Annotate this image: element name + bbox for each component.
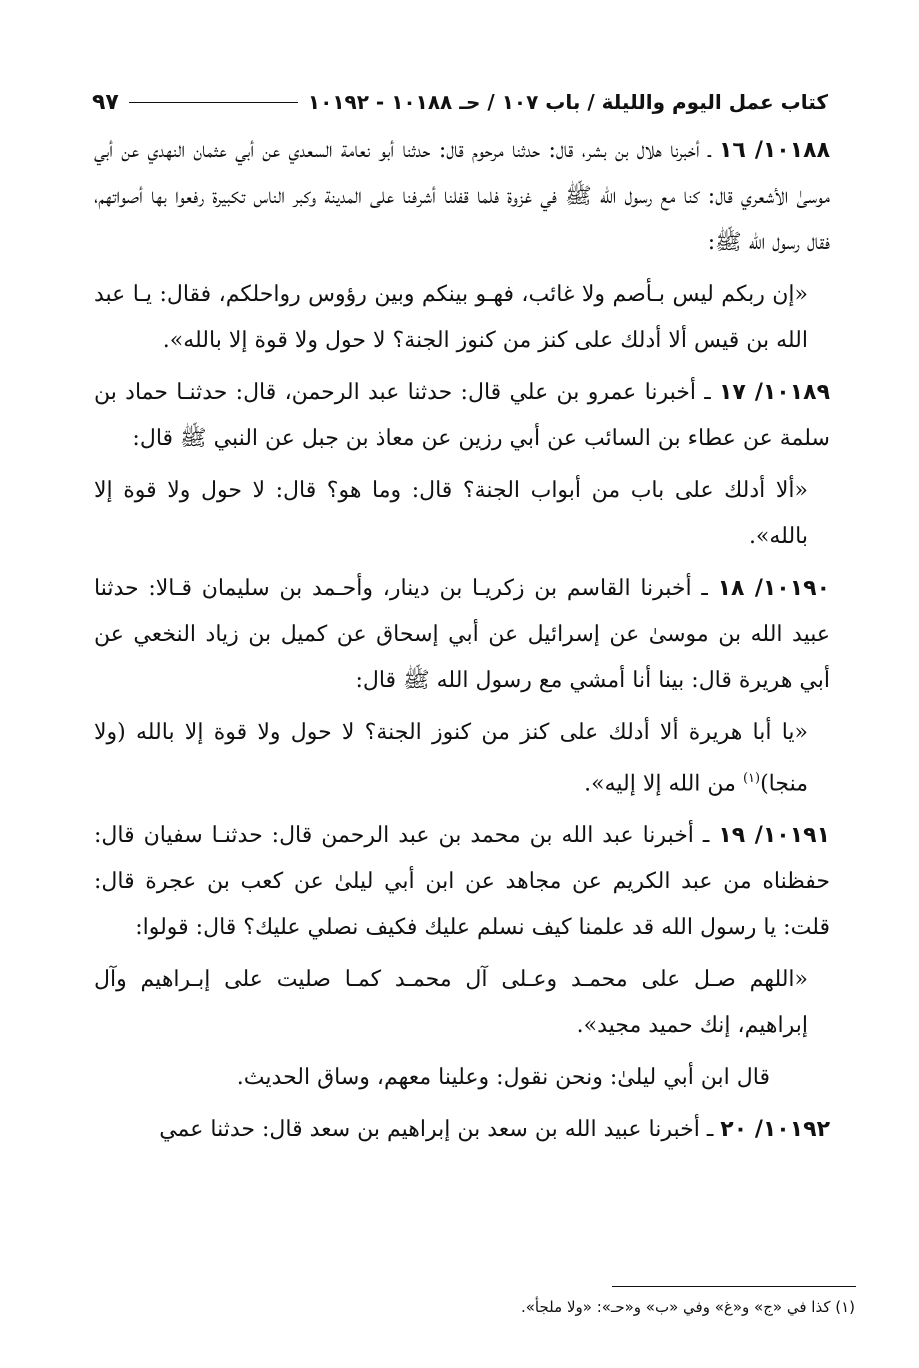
hadith-text: ـ أخبرنا عمرو بن علي قال: حدثنا عبد الرحمن، قال: حدثنـا حماد بن سلمة عن عطاء بن السائب عن أبي رزين عن معاذ بن جبل عن النبي ﷺ قال: xyxy=(94,380,830,451)
quote-text: من الله إلا إليه». xyxy=(584,771,743,797)
hadith-number: ١٠١٨٩/ ١٧ xyxy=(718,380,830,405)
quote-text: «يا أبا هريرة ألا أدلك على كنز من كنوز الجنة؟ لا حول ولا قوة إلا بالله (ولا منجا) xyxy=(94,720,808,797)
hadith-entry xyxy=(94,566,830,704)
running-title: كتاب عمل اليوم والليلة / باب ١٠٧ / حـ ١٠١٨٨ - ١٠١٩٢ xyxy=(307,90,828,114)
hadith-number: ١٠١٩٢/ ٢٠ xyxy=(720,1117,830,1143)
hadith-entry xyxy=(94,1107,830,1153)
hadith-quote: «ألا أدلك على باب من أبواب الجنة؟ قال: وما هو؟ قال: لا حول ولا قوة إلا بالله». xyxy=(94,478,808,549)
hadith-quote: «إن ربكم ليس بـأصم ولا غائب، فهـو بينكم وبين رؤوس رواحلكم، فقال: يـا عبد الله بن قيس ألا أدلك على كنز من كنوز الجنة؟ لا حول ولا قوة إلا بالله». xyxy=(94,282,808,353)
hadith-quote: «اللهم صـل على محمـد وعـلى آل محمـد كمـا صليت على إبـراهيم وآل إبراهيم، إنك حميد مجيد». xyxy=(94,967,808,1039)
hadith-entry xyxy=(94,128,830,266)
footnote: (١) كذا في «ج» و«غ» وفي «ب» و«حـ»: «ولا ملجأ». xyxy=(520,1298,855,1316)
hadith-text: ـ أخبرنا القاسم بن زكريـا بن دينار، وأحـمد بن سليمان قـالا: حدثنا عبيد الله بن موسىٰ عن إسرائيل عن أبي إسحاق عن كميل بن زياد النخعي عن أبي هريرة قال: بينا أنا أمشي مع رسول الله ﷺ قال: xyxy=(94,576,830,693)
page-body xyxy=(94,128,830,1159)
hadith-text: ـ أخبرنا هلال بن بشر، قال: حدثنا مرحوم قال: حدثنا أبو نعامة السعدي عن أبي عثمان النهدي عن أبي موسىٰ الأشعري قال: كنا مع رسول الله ﷺ في غزوة فلما قفلنا أشرفنا على المدينة وكبر الناس تكبيرة رفعوا بها أصواتهم، فقال رسول الله ﷺ: xyxy=(94,138,830,255)
hadith-entry xyxy=(94,813,830,951)
header-rule xyxy=(129,102,298,103)
running-header xyxy=(92,82,828,122)
hadith-number: ١٠١٩٠/ ١٨ xyxy=(717,576,830,601)
footnote-rule xyxy=(612,1286,856,1287)
hadith-number: ١٠١٩١/ ١٩ xyxy=(718,823,830,849)
hadith-number: ١٠١٨٨/ ١٦ xyxy=(719,138,830,163)
hadith-entry xyxy=(94,370,830,462)
footnote-marker[interactable]: (١) xyxy=(742,771,761,786)
hadith-text: ـ أخبرنا عبد الله بن محمد بن عبد الرحمن قال: حدثنـا سفيان قال: حفظناه من عبد الكريم عن مجاهد عن ابن أبي ليلىٰ عن كعب بن عجرة قال: قلت: يا رسول الله قد علمنا كيف نسلم عليك فكيف نصلي عليك؟ قال: قولوا: xyxy=(94,823,830,941)
page-number: ٩٧ xyxy=(92,89,119,115)
hadith-comment: قال ابن أبي ليلىٰ: ونحن نقول: وعلينا معهم، وساق الحديث. xyxy=(236,1065,770,1091)
hadith-quote xyxy=(94,710,830,807)
hadith-text: ـ أخبرنا عبيد الله بن سعد بن إبراهيم بن سعد قال: حدثنا عمي xyxy=(159,1117,721,1143)
